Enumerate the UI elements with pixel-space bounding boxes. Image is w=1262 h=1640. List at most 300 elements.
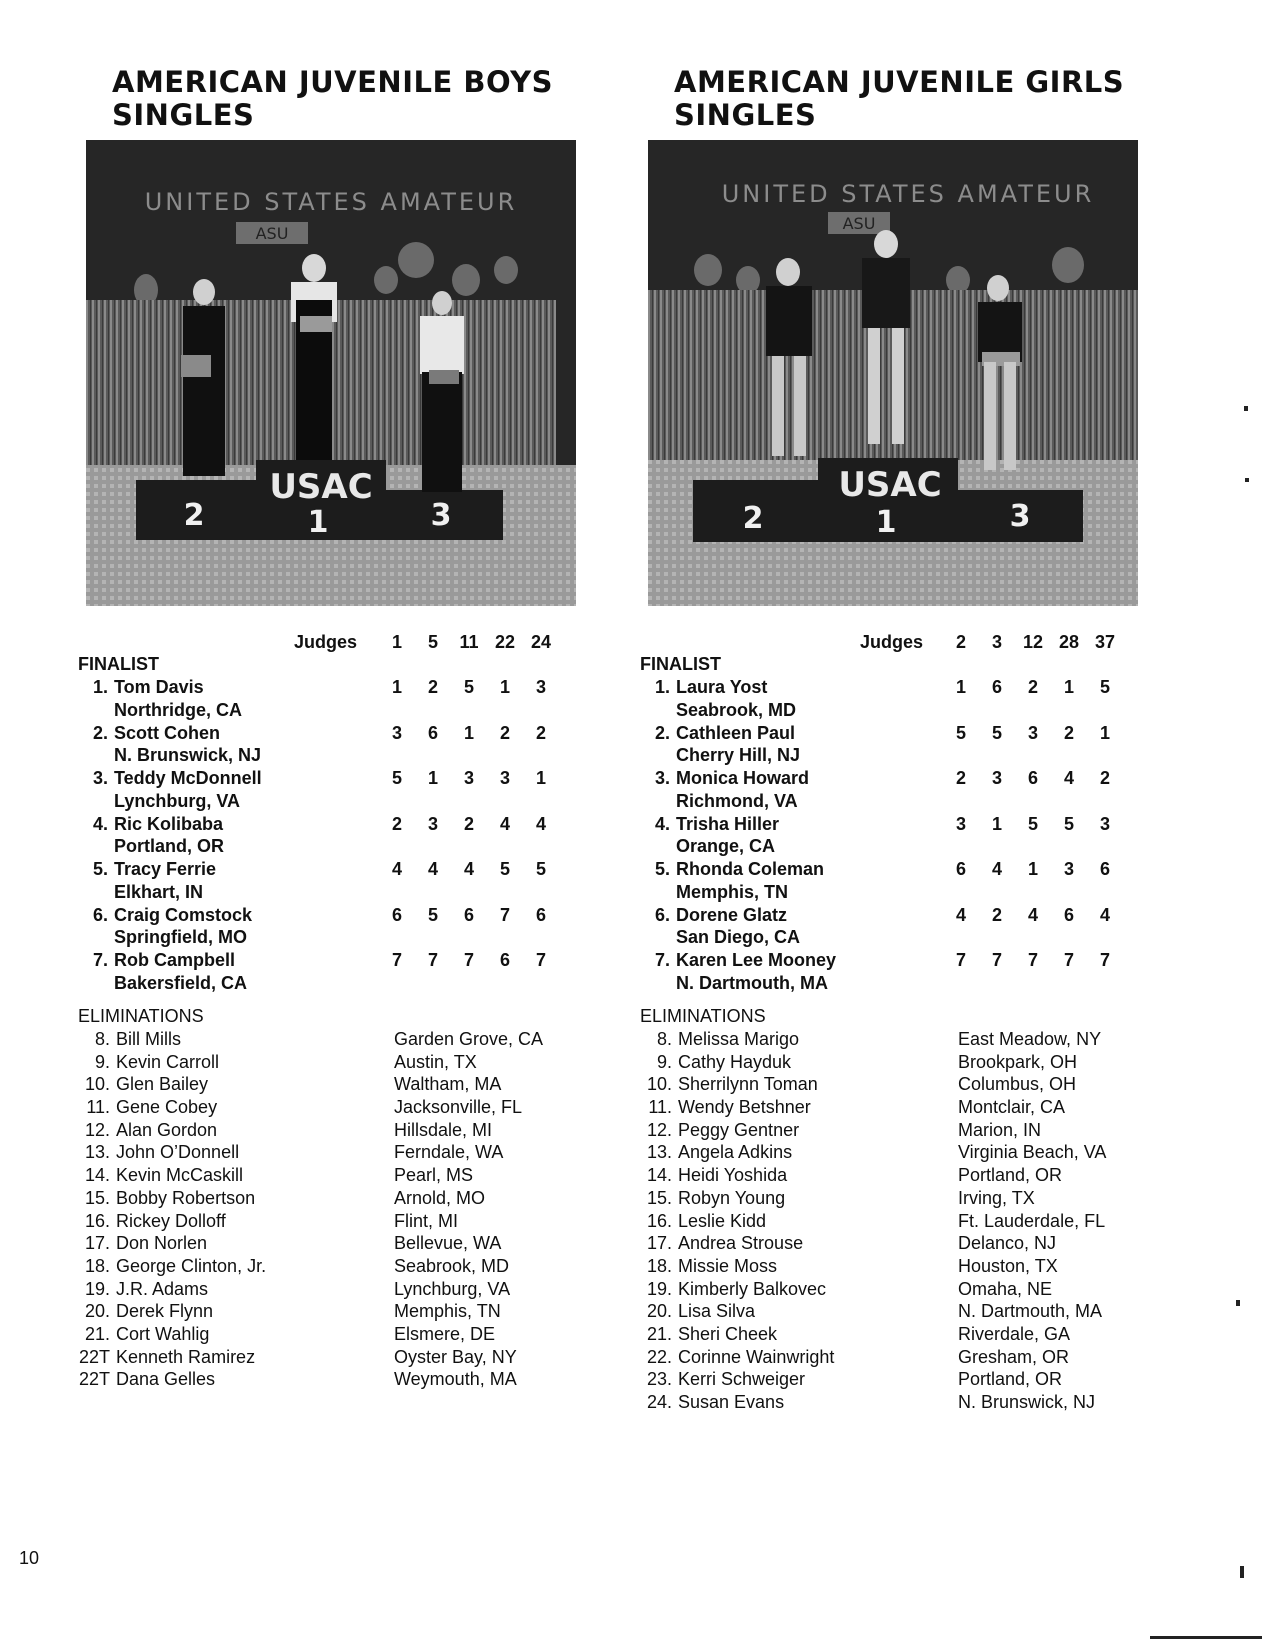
judge-score: 6 — [535, 904, 546, 925]
judge-score: 5 — [1099, 677, 1110, 697]
elimination-rank: 10. — [84, 1074, 110, 1095]
judges-row — [78, 632, 598, 654]
elimination-rank: 19. — [646, 1278, 672, 1299]
podium-photo-image — [86, 140, 576, 606]
elimination-row — [78, 1255, 598, 1278]
elimination-rank: 14. — [84, 1165, 110, 1186]
elimination-rank: 16. — [646, 1210, 672, 1231]
finalist-name: Tracy Ferrie — [114, 859, 217, 879]
elimination-name: Cort Wahlig — [116, 1323, 210, 1344]
judge-score: 1 — [1063, 677, 1074, 697]
finalist-rank: 3. — [92, 768, 108, 788]
elimination-location: Elsmere, DE — [394, 1323, 496, 1344]
elimination-rank: 10. — [646, 1074, 672, 1095]
judge-score: 4 — [427, 859, 438, 879]
elimination-row — [640, 1210, 1160, 1233]
elimination-rank: 15. — [646, 1187, 672, 1208]
elimination-name: J.R. Adams — [116, 1278, 209, 1299]
elimination-location: Houston, TX — [958, 1255, 1058, 1276]
podium-photo — [648, 140, 1138, 606]
finalist-name: Teddy McDonnell — [114, 768, 262, 788]
elimination-rank: 11. — [648, 1097, 672, 1118]
photo-banner-text: UNITED STATES AMATEUR — [721, 180, 1095, 208]
finalist-rank: 1. — [92, 677, 108, 697]
elimination-rank: 16. — [84, 1210, 110, 1231]
judge-score: 1 — [991, 813, 1002, 834]
elimination-location: Hillsdale, MI — [394, 1119, 493, 1140]
elimination-location: East Meadow, NY — [958, 1029, 1102, 1049]
elimination-name: Bill Mills — [116, 1029, 181, 1049]
finalist-name: Craig Comstock — [114, 904, 253, 925]
judge-score: 3 — [535, 677, 546, 697]
judge-number: 5 — [427, 632, 438, 652]
judge-score: 7 — [391, 950, 402, 970]
elimination-name: Kimberly Balkovec — [678, 1278, 827, 1299]
finalist-row — [640, 813, 1160, 859]
judge-score: 7 — [1063, 950, 1074, 970]
elimination-name: Melissa Marigo — [678, 1029, 800, 1049]
elimination-location: Waltham, MA — [394, 1074, 502, 1095]
elimination-name: Don Norlen — [116, 1233, 208, 1254]
podium-usac-label: USAC — [269, 467, 373, 507]
elimination-location: Bellevue, WA — [394, 1233, 502, 1254]
elimination-name: George Clinton, Jr. — [116, 1255, 267, 1276]
podium-place-1: 1 — [875, 505, 897, 540]
judge-number: 1 — [391, 632, 402, 652]
finalist-location: N. Dartmouth, MA — [676, 972, 828, 993]
elimination-rank: 19. — [84, 1278, 110, 1299]
elimination-rank: 18. — [646, 1255, 672, 1276]
finalist-name: Rhonda Coleman — [676, 859, 825, 879]
finalist-rank: 7. — [92, 950, 108, 970]
finalist-location: Seabrook, MD — [676, 699, 797, 720]
scan-mark — [1244, 406, 1248, 411]
judge-score: 2 — [499, 722, 510, 743]
elimination-location: N. Dartmouth, MA — [958, 1301, 1103, 1322]
elimination-rank: 21. — [646, 1323, 672, 1344]
page-number: 10 — [19, 1548, 40, 1568]
elimination-rank: 8. — [656, 1029, 672, 1049]
finalist-row — [640, 722, 1160, 768]
elimination-row — [78, 1210, 598, 1233]
judge-score: 2 — [1027, 677, 1038, 697]
elimination-row — [78, 1164, 598, 1187]
finalist-rank: 2. — [92, 722, 108, 743]
judge-number: 11 — [459, 632, 479, 652]
elimination-name: Wendy Betshner — [678, 1097, 811, 1118]
elimination-row — [78, 1346, 598, 1369]
elimination-rank: 9. — [94, 1051, 110, 1072]
scan-mark — [1245, 478, 1249, 482]
elimination-location: Memphis, TN — [394, 1301, 501, 1322]
finalist-location: Lynchburg, VA — [114, 790, 240, 811]
judges-label: Judges — [860, 632, 924, 652]
judge-number: 28 — [1058, 632, 1080, 652]
finalist-rank: 6. — [654, 904, 670, 925]
finalist-rank: 5. — [92, 859, 108, 879]
elimination-location: Jacksonville, FL — [394, 1097, 523, 1118]
finalist-name: Karen Lee Mooney — [676, 950, 837, 970]
elimination-rank: 22T — [78, 1369, 110, 1390]
elimination-name: Rickey Dolloff — [116, 1210, 226, 1231]
judge-score: 7 — [1099, 950, 1110, 970]
elimination-row — [640, 1255, 1160, 1278]
finalist-row — [640, 904, 1160, 950]
finalist-row — [78, 949, 598, 995]
judge-score: 3 — [1099, 813, 1110, 834]
elimination-row — [78, 1187, 598, 1210]
judge-score: 2 — [991, 904, 1002, 925]
elimination-location: Garden Grove, CA — [394, 1029, 544, 1049]
elimination-rank: 11. — [86, 1097, 110, 1118]
judge-score: 1 — [1027, 859, 1038, 879]
judge-number: 12 — [1022, 632, 1044, 652]
elimination-rank: 12. — [646, 1119, 672, 1140]
judge-score: 2 — [391, 813, 402, 834]
elimination-row — [640, 1346, 1160, 1369]
judge-score: 2 — [955, 768, 966, 788]
finalist-name: Cathleen Paul — [676, 722, 796, 743]
finalist-list — [640, 676, 1160, 995]
elimination-location: Ferndale, WA — [394, 1142, 504, 1163]
judge-score: 2 — [535, 722, 546, 743]
judge-score: 3 — [1027, 722, 1038, 743]
elimination-location: Virginia Beach, VA — [958, 1142, 1107, 1163]
elimination-rank: 23. — [646, 1369, 672, 1390]
finalist-rank: 7. — [654, 950, 670, 970]
judge-score: 5 — [1027, 813, 1038, 834]
elimination-name: John O’Donnell — [116, 1142, 240, 1163]
scan-mark — [1240, 1566, 1244, 1578]
elimination-name: Lisa Silva — [678, 1301, 756, 1322]
elimination-location: Pearl, MS — [394, 1165, 474, 1186]
judge-score: 1 — [955, 677, 966, 697]
elimination-row — [640, 1141, 1160, 1164]
finalist-location: Bakersfield, CA — [114, 972, 248, 993]
elimination-location: Weymouth, MA — [394, 1369, 517, 1390]
podium-place-2: 2 — [183, 498, 205, 533]
judge-score: 6 — [499, 950, 510, 970]
judge-number: 2 — [955, 632, 966, 652]
elimination-rank: 22. — [646, 1346, 672, 1367]
finalist-name: Dorene Glatz — [676, 904, 788, 925]
elimination-rank: 22T — [78, 1346, 110, 1367]
elimination-rank: 14. — [646, 1165, 672, 1186]
elimination-name: Missie Moss — [678, 1255, 778, 1276]
podium-usac-label: USAC — [838, 465, 942, 505]
judge-score: 5 — [535, 859, 546, 879]
finalist-name: Monica Howard — [676, 768, 810, 788]
elimination-name: Bobby Robertson — [116, 1187, 256, 1208]
judge-score: 4 — [499, 813, 510, 834]
elimination-row — [640, 1300, 1160, 1323]
elimination-rank: 20. — [646, 1301, 672, 1322]
judge-score: 4 — [391, 859, 402, 879]
elimination-rank: 18. — [84, 1255, 110, 1276]
elimination-row — [640, 1323, 1160, 1346]
elimination-row — [78, 1300, 598, 1323]
finalist-rank: 4. — [92, 813, 108, 834]
judge-score: 5 — [427, 904, 438, 925]
elimination-location: Arnold, MO — [394, 1187, 486, 1208]
elimination-location: Riverdale, GA — [958, 1323, 1071, 1344]
judge-number: 3 — [991, 632, 1002, 652]
elimination-location: Irving, TX — [958, 1187, 1035, 1208]
finalist-location: Portland, OR — [114, 836, 225, 856]
finalist-rank: 3. — [654, 768, 670, 788]
finalist-row — [640, 676, 1160, 722]
elimination-location: Lynchburg, VA — [394, 1278, 511, 1299]
eliminations-heading: ELIMINATIONS — [78, 1006, 204, 1026]
judge-score: 6 — [391, 904, 402, 925]
elimination-row — [640, 1368, 1160, 1391]
elimination-row — [78, 1368, 598, 1391]
judge-score: 1 — [391, 677, 402, 697]
podium-photo-image — [648, 140, 1138, 606]
judges-row — [640, 632, 1160, 654]
elimination-location: Austin, TX — [394, 1051, 477, 1072]
judge-score: 4 — [1099, 904, 1110, 925]
finalist-rank: 5. — [654, 859, 670, 879]
judge-score: 3 — [499, 768, 510, 788]
judge-score: 4 — [535, 813, 546, 834]
elimination-rank: 13. — [646, 1142, 672, 1163]
elimination-name: Kerri Schweiger — [678, 1369, 806, 1390]
finalist-location: San Diego, CA — [676, 927, 801, 947]
elimination-name: Kevin McCaskill — [116, 1165, 244, 1186]
elimination-location: Omaha, NE — [958, 1278, 1053, 1299]
judge-score: 7 — [463, 950, 474, 970]
finalist-location: Cherry Hill, NJ — [676, 745, 801, 765]
judge-score: 3 — [1063, 859, 1074, 879]
judge-score: 3 — [391, 722, 402, 743]
judge-score: 5 — [1063, 813, 1074, 834]
judge-score: 6 — [1063, 904, 1074, 925]
judge-score: 4 — [463, 859, 474, 879]
section-title: AMERICAN JUVENILE BOYS SINGLES — [112, 65, 553, 132]
elimination-row — [640, 1391, 1160, 1414]
judge-score: 6 — [463, 904, 474, 925]
elimination-row — [78, 1096, 598, 1119]
elimination-location: Brookpark, OH — [958, 1051, 1078, 1072]
photo-banner-tag: ASU — [842, 214, 876, 233]
podium-photo — [86, 140, 576, 606]
elimination-name: Sheri Cheek — [678, 1323, 778, 1344]
podium-place-2: 2 — [742, 501, 764, 536]
elimination-rank: 17. — [84, 1233, 110, 1254]
finalist-location: N. Brunswick, NJ — [114, 745, 262, 765]
finalist-name: Scott Cohen — [114, 722, 220, 743]
judge-score: 3 — [991, 768, 1002, 788]
elimination-name: Robyn Young — [678, 1187, 786, 1208]
elimination-rank: 20. — [84, 1301, 110, 1322]
elimination-row — [78, 1028, 598, 1051]
elimination-name: Cathy Hayduk — [678, 1051, 792, 1072]
judge-score: 5 — [955, 722, 966, 743]
elimination-location: Marion, IN — [958, 1119, 1042, 1140]
finalist-rank: 4. — [654, 813, 670, 834]
finalist-heading: FINALIST — [640, 654, 721, 674]
elimination-location: Flint, MI — [394, 1210, 459, 1231]
judge-score: 2 — [1099, 768, 1110, 788]
judge-score: 6 — [1099, 859, 1110, 879]
elimination-row — [640, 1278, 1160, 1301]
finalist-rank: 2. — [654, 722, 670, 743]
elimination-row — [640, 1051, 1160, 1074]
judge-score: 5 — [463, 677, 474, 697]
judge-score: 5 — [391, 768, 402, 788]
podium-place-3: 3 — [430, 498, 452, 533]
judge-score: 3 — [463, 768, 474, 788]
elimination-name: Andrea Strouse — [678, 1233, 804, 1254]
elimination-row — [640, 1232, 1160, 1255]
judge-score: 4 — [1063, 768, 1074, 788]
finalist-list — [78, 676, 598, 995]
finalist-name: Ric Kolibaba — [114, 813, 224, 834]
judge-score: 7 — [1027, 950, 1038, 970]
elimination-rank: 15. — [84, 1187, 110, 1208]
elimination-location: Montclair, CA — [958, 1097, 1066, 1118]
elimination-location: Portland, OR — [958, 1369, 1063, 1390]
judge-score: 4 — [991, 859, 1002, 879]
judge-score: 3 — [427, 813, 438, 834]
judge-score: 5 — [991, 722, 1002, 743]
photo-banner-text: UNITED STATES AMATEUR — [144, 188, 518, 216]
judge-score: 5 — [499, 859, 510, 879]
judge-score: 1 — [427, 768, 438, 788]
elimination-name: Alan Gordon — [116, 1119, 218, 1140]
elimination-location: Delanco, NJ — [958, 1233, 1057, 1254]
judge-number: 24 — [530, 632, 552, 652]
elimination-name: Dana Gelles — [116, 1369, 216, 1390]
elimination-row — [640, 1164, 1160, 1187]
finalist-row — [640, 949, 1160, 995]
judge-score: 1 — [535, 768, 546, 788]
elimination-name: Angela Adkins — [678, 1142, 793, 1163]
judge-score: 7 — [955, 950, 966, 970]
elimination-row — [640, 1119, 1160, 1142]
elimination-name: Derek Flynn — [116, 1301, 214, 1322]
judge-score: 1 — [499, 677, 510, 697]
finalist-row — [640, 858, 1160, 904]
judge-number: 37 — [1094, 632, 1116, 652]
elimination-row — [640, 1073, 1160, 1096]
finalist-row — [78, 858, 598, 904]
podium-place-3: 3 — [1009, 499, 1031, 534]
elimination-name: Corinne Wainwright — [678, 1346, 835, 1367]
elimination-name: Leslie Kidd — [678, 1210, 767, 1231]
judge-score: 4 — [955, 904, 966, 925]
judge-score: 1 — [463, 722, 474, 743]
podium-place-1: 1 — [307, 505, 329, 540]
judge-score: 7 — [535, 950, 546, 970]
eliminations-list — [640, 1028, 1160, 1414]
elimination-name: Peggy Gentner — [678, 1119, 800, 1140]
eliminations-heading: ELIMINATIONS — [640, 1006, 766, 1026]
elimination-row — [640, 1187, 1160, 1210]
scan-mark — [1236, 1300, 1240, 1306]
elimination-name: Glen Bailey — [116, 1074, 209, 1095]
finalist-row — [78, 722, 598, 768]
scan-edge-line — [1150, 1636, 1262, 1639]
finalist-location: Richmond, VA — [676, 790, 798, 811]
finalist-heading: FINALIST — [78, 654, 159, 674]
photo-banner-tag: ASU — [255, 224, 289, 243]
finalist-row — [78, 767, 598, 813]
finalist-rank: 1. — [654, 677, 670, 697]
elimination-rank: 24. — [646, 1392, 672, 1412]
judge-score: 2 — [463, 813, 474, 834]
finalist-location: Northridge, CA — [114, 699, 242, 720]
elimination-rank: 21. — [84, 1323, 110, 1344]
judge-score: 6 — [1027, 768, 1038, 788]
elimination-row — [78, 1141, 598, 1164]
elimination-location: N. Brunswick, NJ — [958, 1392, 1096, 1412]
elimination-location: Portland, OR — [958, 1165, 1063, 1186]
finalist-location: Memphis, TN — [676, 881, 789, 902]
judge-score: 6 — [991, 677, 1002, 697]
finalist-row — [78, 904, 598, 950]
elimination-name: Susan Evans — [678, 1392, 785, 1412]
finalist-location: Springfield, MO — [114, 927, 247, 947]
finalist-row — [78, 676, 598, 722]
elimination-row — [78, 1119, 598, 1142]
finalist-row — [78, 813, 598, 859]
judge-score: 7 — [499, 904, 510, 925]
elimination-rank: 17. — [646, 1233, 672, 1254]
judge-score: 7 — [991, 950, 1002, 970]
elimination-location: Seabrook, MD — [394, 1255, 510, 1276]
elimination-name: Sherrilynn Toman — [678, 1074, 818, 1095]
elimination-location: Columbus, OH — [958, 1074, 1077, 1095]
judge-number: 22 — [494, 632, 516, 652]
elimination-row — [640, 1096, 1160, 1119]
elimination-row — [640, 1028, 1160, 1051]
finalist-location: Elkhart, IN — [114, 881, 204, 902]
elimination-name: Kenneth Ramirez — [116, 1346, 256, 1367]
elimination-rank: 8. — [94, 1029, 110, 1049]
finalist-location: Orange, CA — [676, 836, 776, 856]
finalist-name: Trisha Hiller — [676, 813, 780, 834]
elimination-row — [78, 1323, 598, 1346]
elimination-location: Ft. Lauderdale, FL — [958, 1210, 1106, 1231]
finalist-name: Tom Davis — [114, 677, 204, 697]
judge-score: 4 — [1027, 904, 1038, 925]
elimination-row — [78, 1051, 598, 1074]
elimination-rank: 9. — [656, 1051, 672, 1072]
finalist-name: Laura Yost — [676, 677, 768, 697]
elimination-name: Heidi Yoshida — [678, 1165, 788, 1186]
judge-score: 2 — [427, 677, 438, 697]
elimination-location: Gresham, OR — [958, 1346, 1070, 1367]
eliminations-list — [78, 1028, 598, 1391]
elimination-location: Oyster Bay, NY — [394, 1346, 517, 1367]
finalist-row — [640, 767, 1160, 813]
judge-score: 7 — [427, 950, 438, 970]
elimination-rank: 12. — [84, 1119, 110, 1140]
judge-score: 6 — [955, 859, 966, 879]
finalist-name: Rob Campbell — [114, 950, 236, 970]
elimination-rank: 13. — [84, 1142, 110, 1163]
section-title: AMERICAN JUVENILE GIRLS SINGLES — [674, 65, 1125, 132]
judge-score: 1 — [1099, 722, 1110, 743]
judge-score: 3 — [955, 813, 966, 834]
elimination-row — [78, 1278, 598, 1301]
judge-score: 2 — [1063, 722, 1074, 743]
elimination-name: Kevin Carroll — [116, 1051, 220, 1072]
elimination-row — [78, 1073, 598, 1096]
elimination-row — [78, 1232, 598, 1255]
